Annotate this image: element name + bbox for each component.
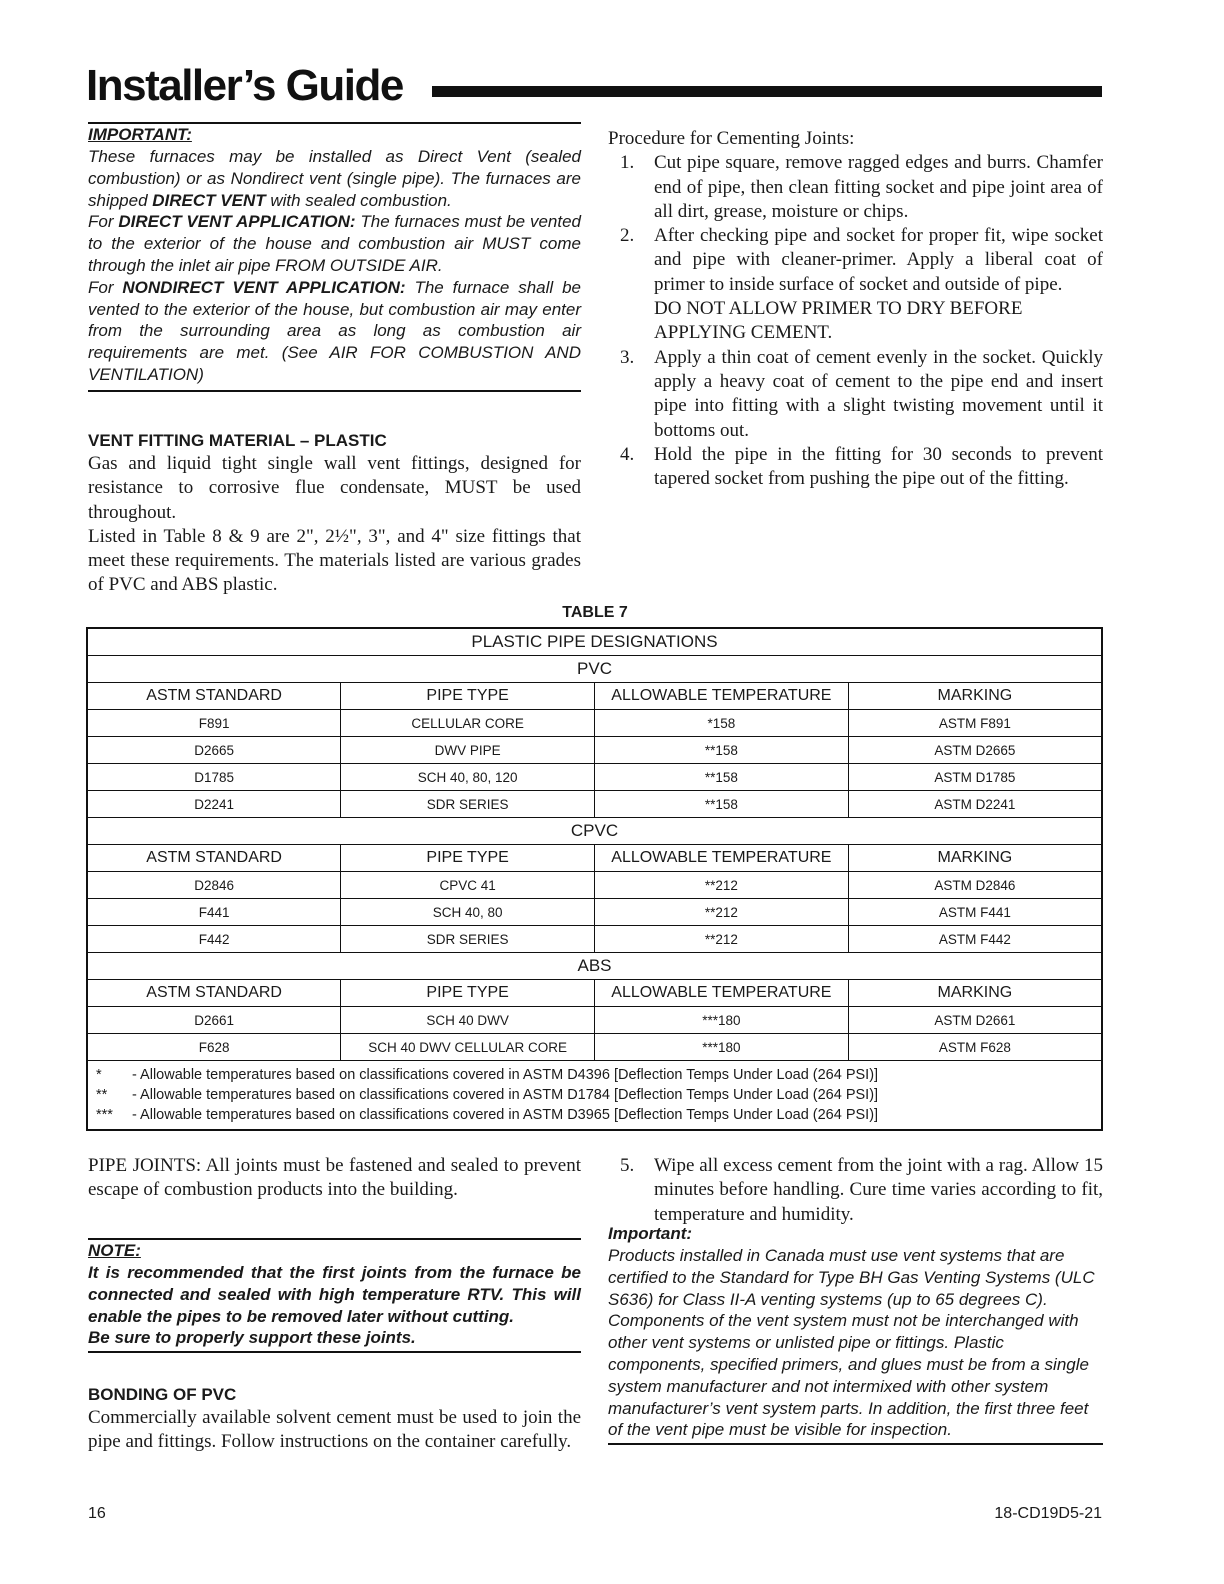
table-cell: **212 xyxy=(595,899,849,926)
procedure-step xyxy=(608,1154,1103,1227)
important-p3-text: The furnace shall be vented to the exterior of the house, but combustion air may enter from the surrounding area as long as combustion air requirements are met. (See AIR FOR COMBUSTION AND VENTILATION) xyxy=(88,277,581,384)
table-cell: CELLULAR CORE xyxy=(341,710,595,737)
column-header: ASTM STANDARD xyxy=(87,683,341,710)
important-p1-end: with sealed combustion. xyxy=(265,190,452,210)
note-p1: It is recommended that the first joints from the furnace be connected and sealed with high temperature RTV. This will enable the pipes to be removed later without cutting. xyxy=(88,1263,581,1326)
table-caption: TABLE 7 xyxy=(562,604,628,621)
important-p1-text: These furnaces may be installed as Direct Vent (sealed combustion) or as Nondirect vent (single pipe). The furnaces are shipped xyxy=(88,147,581,210)
important-p2 xyxy=(88,211,581,276)
table-cell: ASTM D2846 xyxy=(848,872,1102,899)
step-text: Hold the pipe in the fitting for 30 seconds to prevent tapered socket from pushing the pipe out of the fitting. xyxy=(654,443,1103,490)
vent-fitting-p1: Gas and liquid tight single wall vent fittings, designed for resistance to corrosive flue condensate, MUST be used throughout. xyxy=(88,453,581,523)
table-cell: SCH 40 DWV xyxy=(341,1007,595,1034)
procedure-step xyxy=(608,151,1103,224)
table-row xyxy=(87,926,1102,953)
table-cell: ASTM F628 xyxy=(848,1034,1102,1061)
step-text: Cut pipe square, remove ragged edges and burrs. Chamfer end of pipe, then clean fitting socket and pipe joint area of all dirt, grease, moisture or chips. xyxy=(654,152,1103,222)
table-cell: ASTM F441 xyxy=(848,899,1102,926)
step5-section xyxy=(608,1154,1103,1227)
important-p2-text: The furnaces must be vented to the exterior of the house and combustion air MUST come through the inlet air pipe FROM OUTSIDE AIR. xyxy=(88,212,581,275)
column-header: ALLOWABLE TEMPERATURE xyxy=(595,845,849,872)
step-number: 1. xyxy=(620,152,635,174)
important-p3-pre: For xyxy=(88,277,123,297)
bonding-heading: BONDING OF PVC xyxy=(88,1385,237,1404)
important-heading: IMPORTANT: xyxy=(88,125,192,144)
header-row xyxy=(87,683,1102,710)
table-cell: D2241 xyxy=(87,791,341,818)
step-number: 5. xyxy=(620,1155,635,1176)
pipe-joints-text: PIPE JOINTS: All joints must be fastened and sealed to prevent escape of combustion products into the building. xyxy=(88,1155,581,1201)
footnote-text: - Allowable temperatures based on classifications covered in ASTM D1784 [Deflection Temps Under Load (264 PSI)] xyxy=(132,1087,879,1103)
table-cell: CPVC 41 xyxy=(341,872,595,899)
table-cell: ASTM F442 xyxy=(848,926,1102,953)
bonding-text: Commercially available solvent cement must be used to join the pipe and fittings. Follow instructions on the container carefully. xyxy=(88,1407,581,1453)
group-row xyxy=(87,953,1102,980)
note-p2: Be sure to properly support these joints. xyxy=(88,1328,416,1348)
table-row xyxy=(87,1007,1102,1034)
column-header: MARKING xyxy=(848,683,1102,710)
table-cell: ASTM F891 xyxy=(848,710,1102,737)
vent-fitting-section xyxy=(88,430,581,598)
step-number: 2. xyxy=(620,225,635,247)
procedure-steps-final xyxy=(608,1154,1103,1227)
column-header: PIPE TYPE xyxy=(341,845,595,872)
table-cell: **158 xyxy=(595,737,849,764)
group-name: ABS xyxy=(87,953,1102,980)
canada-text: Products installed in Canada must use vent systems that are certified to the Standard for Type BH Gas Venting Systems (ULC S636) for Class II-A venting systems (up to 65 degrees C). Components of the vent system must not be interchanged with other vent systems or unlisted pipe or fittings. Plastic components, specified primers, and glues must be from a single system manufacturer and not intermixed with other system manufacturer’s vent system parts. In addition, the first three feet of the vent pipe must be visible for inspection. xyxy=(608,1246,1095,1440)
step-text: Wipe all excess cement from the joint with a rag. Allow 15 minutes before handling. Cure time varies according to fit, temperature and humidity. xyxy=(654,1155,1103,1225)
table-row xyxy=(87,764,1102,791)
footnote-mark: * xyxy=(96,1067,102,1083)
table-cell: D2846 xyxy=(87,872,341,899)
column-header: ASTM STANDARD xyxy=(87,980,341,1007)
bonding-section xyxy=(88,1384,581,1455)
important-p1-bold: DIRECT VENT xyxy=(152,190,266,210)
document-code: 18-CD19D5-21 xyxy=(994,1505,1102,1522)
table-cell: **212 xyxy=(595,872,849,899)
table-cell: DWV PIPE xyxy=(341,737,595,764)
page-title: Installer’s Guide xyxy=(86,61,403,110)
important-p2-bold: DIRECT VENT APPLICATION: xyxy=(118,212,356,232)
canada-important-box xyxy=(608,1223,1103,1445)
step-number: 4. xyxy=(620,443,635,465)
procedure-step xyxy=(608,443,1103,492)
primer-warning: DO NOT ALLOW PRIMER TO DRY BEFORE APPLYING CEMENT. xyxy=(654,298,1023,344)
procedure-steps-cont xyxy=(608,346,1103,492)
table-cell: ASTM D2661 xyxy=(848,1007,1102,1034)
table-cell: SDR SERIES xyxy=(341,791,595,818)
column-header: MARKING xyxy=(848,845,1102,872)
table-cell: **212 xyxy=(595,926,849,953)
vent-fitting-heading: VENT FITTING MATERIAL – PLASTIC xyxy=(88,431,387,450)
table-cell: D2665 xyxy=(87,737,341,764)
table-cell: F628 xyxy=(87,1034,341,1061)
table-row xyxy=(87,1034,1102,1061)
footnote xyxy=(96,1085,1093,1105)
footnote-mark: ** xyxy=(96,1087,108,1103)
group-name: PVC xyxy=(87,656,1102,683)
table-cell: ***180 xyxy=(595,1007,849,1034)
table-title: PLASTIC PIPE DESIGNATIONS xyxy=(87,628,1102,656)
footnote xyxy=(96,1105,1093,1125)
important-p2-pre: For xyxy=(88,212,119,232)
page-number: 16 xyxy=(88,1505,106,1522)
procedure-intro: Procedure for Cementing Joints: xyxy=(608,128,855,149)
table-cell: SCH 40, 80, 120 xyxy=(341,764,595,791)
table-cell: F442 xyxy=(87,926,341,953)
vent-fitting-p2: Listed in Table 8 & 9 are 2", 2½", 3", and 4" size fittings that meet these requirements. The materials listed are various grades of PVC and ABS plastic. xyxy=(88,525,581,596)
procedure-steps xyxy=(608,151,1103,297)
table-cell: SDR SERIES xyxy=(341,926,595,953)
footnote-row xyxy=(87,1061,1102,1131)
step-text: After checking pipe and socket for proper fit, wipe socket and pipe with cleaner-primer. Apply a liberal coat of primer to inside surface of socket and outside of pipe. xyxy=(654,225,1103,295)
table-row xyxy=(87,710,1102,737)
procedure-step xyxy=(608,346,1103,443)
footnotes xyxy=(87,1061,1102,1131)
important-p3-bold: NONDIRECT VENT APPLICATION: xyxy=(122,277,406,297)
footnote-mark: *** xyxy=(96,1107,113,1123)
column-header: ALLOWABLE TEMPERATURE xyxy=(595,683,849,710)
table-cell: SCH 40, 80 xyxy=(341,899,595,926)
title-rule xyxy=(432,86,1102,97)
plastic-pipe-table xyxy=(86,627,1103,1131)
note-box xyxy=(88,1238,581,1353)
pipe-joints-section xyxy=(88,1154,581,1203)
table-row xyxy=(87,872,1102,899)
table-cell: **158 xyxy=(595,764,849,791)
table-row xyxy=(87,899,1102,926)
important-box xyxy=(88,122,581,392)
table-cell: ***180 xyxy=(595,1034,849,1061)
footnote xyxy=(96,1065,1093,1085)
table-row xyxy=(87,791,1102,818)
table-cell: ASTM D2241 xyxy=(848,791,1102,818)
group-row xyxy=(87,818,1102,845)
column-header: MARKING xyxy=(848,980,1102,1007)
table-cell: ASTM D2665 xyxy=(848,737,1102,764)
header-row xyxy=(87,980,1102,1007)
table-cell: D1785 xyxy=(87,764,341,791)
table-cell: *158 xyxy=(595,710,849,737)
header-row xyxy=(87,845,1102,872)
table-cell: **158 xyxy=(595,791,849,818)
step-number: 3. xyxy=(620,346,635,368)
table-row xyxy=(87,737,1102,764)
table-cell: F441 xyxy=(87,899,341,926)
column-header: PIPE TYPE xyxy=(341,980,595,1007)
group-row xyxy=(87,656,1102,683)
table-cell: F891 xyxy=(87,710,341,737)
group-name: CPVC xyxy=(87,818,1102,845)
important-p1 xyxy=(88,146,581,211)
column-header: PIPE TYPE xyxy=(341,683,595,710)
footnote-text: - Allowable temperatures based on classifications covered in ASTM D3965 [Deflection Temps Under Load (264 PSI)] xyxy=(132,1107,879,1123)
column-header: ASTM STANDARD xyxy=(87,845,341,872)
important-p3 xyxy=(88,277,581,386)
table-cell: D2661 xyxy=(87,1007,341,1034)
column-header: ALLOWABLE TEMPERATURE xyxy=(595,980,849,1007)
procedure-section xyxy=(608,127,1103,491)
canada-heading: Important: xyxy=(608,1224,693,1243)
procedure-step xyxy=(608,224,1103,297)
step-text: Apply a thin coat of cement evenly in the socket. Quickly apply a heavy coat of cement to the pipe end and insert pipe into fitting with a slight twisting movement until it bottoms out. xyxy=(654,346,1103,441)
table-cell: ASTM D1785 xyxy=(848,764,1102,791)
table-cell: SCH 40 DWV CELLULAR CORE xyxy=(341,1034,595,1061)
footnote-text: - Allowable temperatures based on classifications covered in ASTM D4396 [Deflection Temps Under Load (264 PSI)] xyxy=(132,1067,879,1083)
note-heading: NOTE: xyxy=(88,1241,141,1260)
